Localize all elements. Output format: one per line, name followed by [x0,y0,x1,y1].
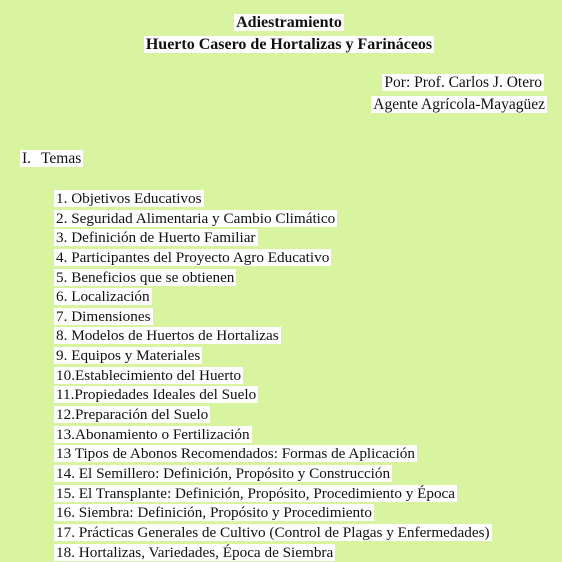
topic-item [54,503,492,523]
topic-item [54,307,492,327]
topic-item [54,366,492,386]
topic-item [54,209,492,229]
author-name-text: Por: Prof. Carlos J. Otero [384,74,542,91]
topic-item-text: 3. Definición de Huerto Familiar [56,229,256,247]
topic-item [54,425,492,445]
topic-item-text: 8. Modelos de Huertos de Hortalizas [56,327,279,345]
document-subtitle [8,35,562,55]
section-heading-label [20,150,83,167]
section-heading [20,149,83,169]
document-title [8,13,562,33]
topic-item [54,346,492,366]
topic-item [54,464,492,484]
topic-item-text: 14. El Semillero: Definición, Propósito y Construcción [56,464,391,482]
topic-item [54,228,492,248]
topic-item-text: 13.Abonamiento o Fertilización [56,425,250,443]
topic-item-text: 15. El Transplante: Definición, Propósito, Procedimiento y Época [56,484,456,502]
topic-item-text: 18. Hortalizas, Variedades, Época de Siembra [56,543,334,561]
topic-item [54,385,492,405]
topic-item [54,523,492,543]
topics-list [54,189,492,562]
document-title-text: Adiestramiento [236,14,342,31]
topic-item-text: 17. Prácticas Generales de Cultivo (Control de Plagas y Enfermedades) [56,523,490,541]
topic-item-text: 16. Siembra: Definición, Propósito y Procedimiento [56,504,372,522]
topic-item [54,543,492,562]
topic-item-text: 6. Localización [56,288,150,306]
topic-item-text: 13 Tipos de Abonos Recomendados: Formas de Aplicación [56,445,415,463]
topic-item [54,268,492,288]
topic-item-text: 12.Preparación del Suelo [56,406,209,424]
topic-item [54,405,492,425]
document-subtitle-text: Huerto Casero de Hortalizas y Farináceos [145,36,433,53]
topic-item-text: 1. Objetivos Educativos [56,190,202,207]
topic-item-text: 11.Propiedades Ideales del Suelo [56,386,257,404]
topic-item [54,484,492,504]
topic-item-text: 10.Establecimiento del Huerto [56,366,242,384]
topic-item-text: 9. Equipos y Materiales [56,347,201,365]
topic-item-text: 5. Beneficios que se obtienen [56,268,235,286]
author-role [371,95,547,115]
topic-item [54,444,492,464]
topic-item-text: 7. Dimensiones [56,307,151,325]
author-role-text: Agente Agrícola-Mayagüez [373,96,545,113]
section-title: Temas [41,150,82,167]
author-name [382,73,544,93]
topic-item [54,248,492,268]
topic-item [54,326,492,346]
topic-item-text: 4. Participantes del Proyecto Agro Educativo [56,248,330,266]
section-number: I. [22,150,32,167]
topic-item-text: 2. Seguridad Alimentaria y Cambio Climático [56,209,336,227]
topic-item [54,287,492,307]
topic-item [54,189,492,209]
